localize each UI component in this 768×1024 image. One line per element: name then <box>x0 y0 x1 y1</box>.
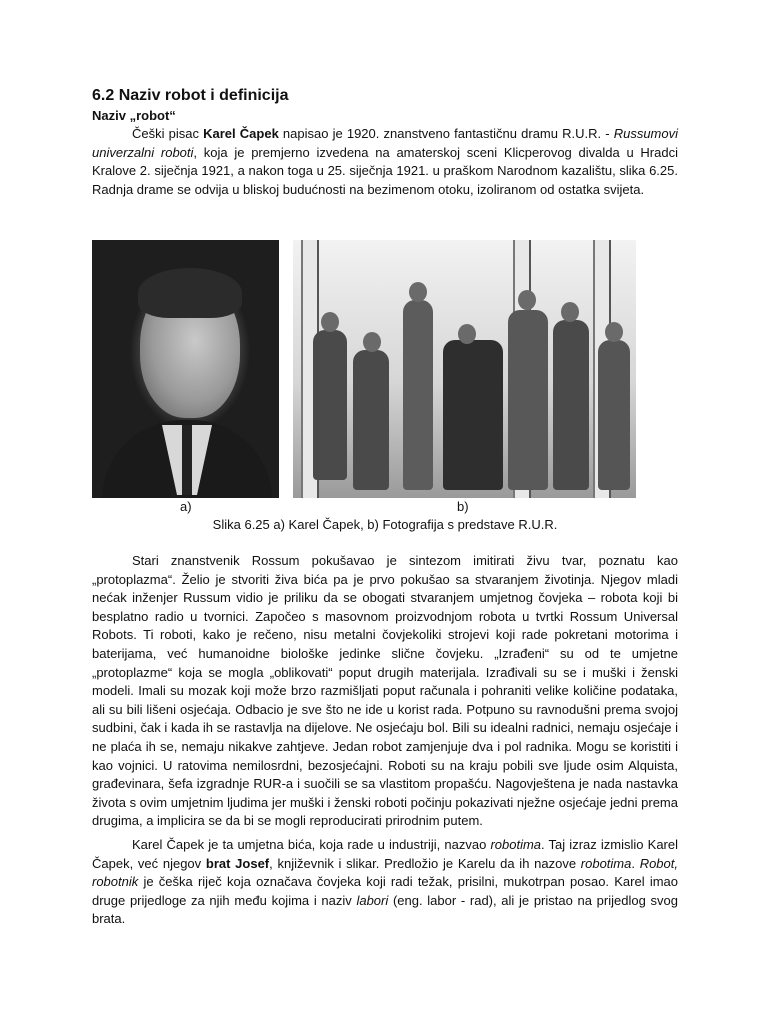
origin-italic-3: Robot, robotnik <box>92 855 678 890</box>
intro-text-1: Češki pisac <box>132 126 204 141</box>
section-title: 6.2 Naziv robot i definicija <box>92 87 289 104</box>
subsection-title: Naziv „robot“ <box>92 108 176 123</box>
story-section <box>92 552 678 831</box>
origin-italic-1: robotima <box>490 837 542 852</box>
origin-text-4: . <box>631 855 640 871</box>
origin-text-1: Karel Čapek je ta umjetna bića, koja rade u industriji, nazvao <box>132 837 491 852</box>
figure-label-a: a) <box>180 499 192 514</box>
figure-label-b: b) <box>457 499 469 514</box>
brother-name: brat Josef <box>205 855 270 871</box>
intro-text-2: napisao je 1920. znanstveno fantastičnu dramu R.U.R. - <box>278 126 614 141</box>
origin-text-3: , književnik i slikar. Predložio je Karelu da ih nazove <box>269 855 581 871</box>
origin-italic-2: robotima <box>580 855 632 871</box>
story-paragraph: Stari znanstvenik Rossum pokušavao je sintezom imitirati živu tvar, poznatu kao „protoplazma“. Želio je stvoriti živa bića pa je prvo pokušao sa stvaranjem životinja. Njegov mladi nećak inženjer Russum vidio je priliku da se obogati stvaranjem umjetnog čovjeka – robota koji bi besplatno radio u tvornici. Započeo s masovnom proizvodnjom robota u tvrtki Rossum Universal Robots. Ti roboti, kako je rečeno, nisu metalni čovjekoliki strojevi koji rade pokretani motorima i baterijama, već humanoidne biološke jedinke slične čovjeku. „Izrađeni“ su od te umjetne „protoplazme“ koja se mogla „oblikovati“ poput drugih materijala. Izrađivali su se i muški i ženski modeli. Imali su mozak koji može brzo razmišljati poput računala i pohraniti velike količine podataka, ali su bili lišeni osjećaja. Odbacio je sve što ne ide u korist rada. Potpuno su ravnodušni prema svojoj sudbini, čak i kada ih se rastavlja na dijelove. Ne osjećaju bol. Bili su idealni radnici, nemaju osjećaje i ne plaća ih se, nemaju nikakve zahtjeve. Jedan robot zamjenjuje dva i pol radnika. Mogu se koristiti i kao vojnici. U ratovima nemilosrdni, bezosjećajni. Roboti su na kraju pobili sve ljude osim Alquista, građevinara, šefa izgradnje RUR-a i suočili se sa vlastitom propašću. Nagovještena je nada nastavka života s ovim umjetnim ljudima jer muški i ženski roboti počinju pokazivati nježne osjećaje jedni prema drugima, a implicira se da bi se mogli reproducirati prirodnim putem. <box>92 553 678 829</box>
origin-section <box>92 836 678 929</box>
intro-text-3: , koja je premjerno izvedena na amaterskoj sceni Klicperovog divalda u Hradci Kralove 2. siječnja 1921, a nakon toga u 25. siječnja 1921. u praškom Narodnom kazalištu, slika 6.25. Radnja drame se odvija u bliskoj budućnosti na bezimenom otoku, izoliranom od ostatka svijeta. <box>92 144 678 197</box>
origin-text-6: (eng. labor - rad), ali je pristao na prijedlog svog brata. <box>92 892 678 927</box>
rur-stage-photo <box>293 240 636 498</box>
portrait-karel-capek-photo <box>92 240 279 498</box>
figure-caption: Slika 6.25 a) Karel Čapek, b) Fotografija s predstave R.U.R. <box>212 517 558 532</box>
figure-6-25 <box>92 240 636 500</box>
drama-title: Russumovi univerzalni roboti <box>92 126 678 160</box>
page-header <box>92 86 678 199</box>
intro-paragraph <box>92 125 678 199</box>
origin-text-5: je češka riječ koja označava čovjeka koji radi težak, prisilni, mukotrpan posao. Karel imao druge prijedloge za njih među kojima i naziv <box>92 874 678 908</box>
origin-text-2: . Taj izraz izmislio Karel Čapek, već njegov <box>92 837 678 871</box>
author-name: Karel Čapek <box>203 126 279 141</box>
origin-paragraph <box>92 836 678 929</box>
origin-italic-4: labori <box>356 892 389 908</box>
